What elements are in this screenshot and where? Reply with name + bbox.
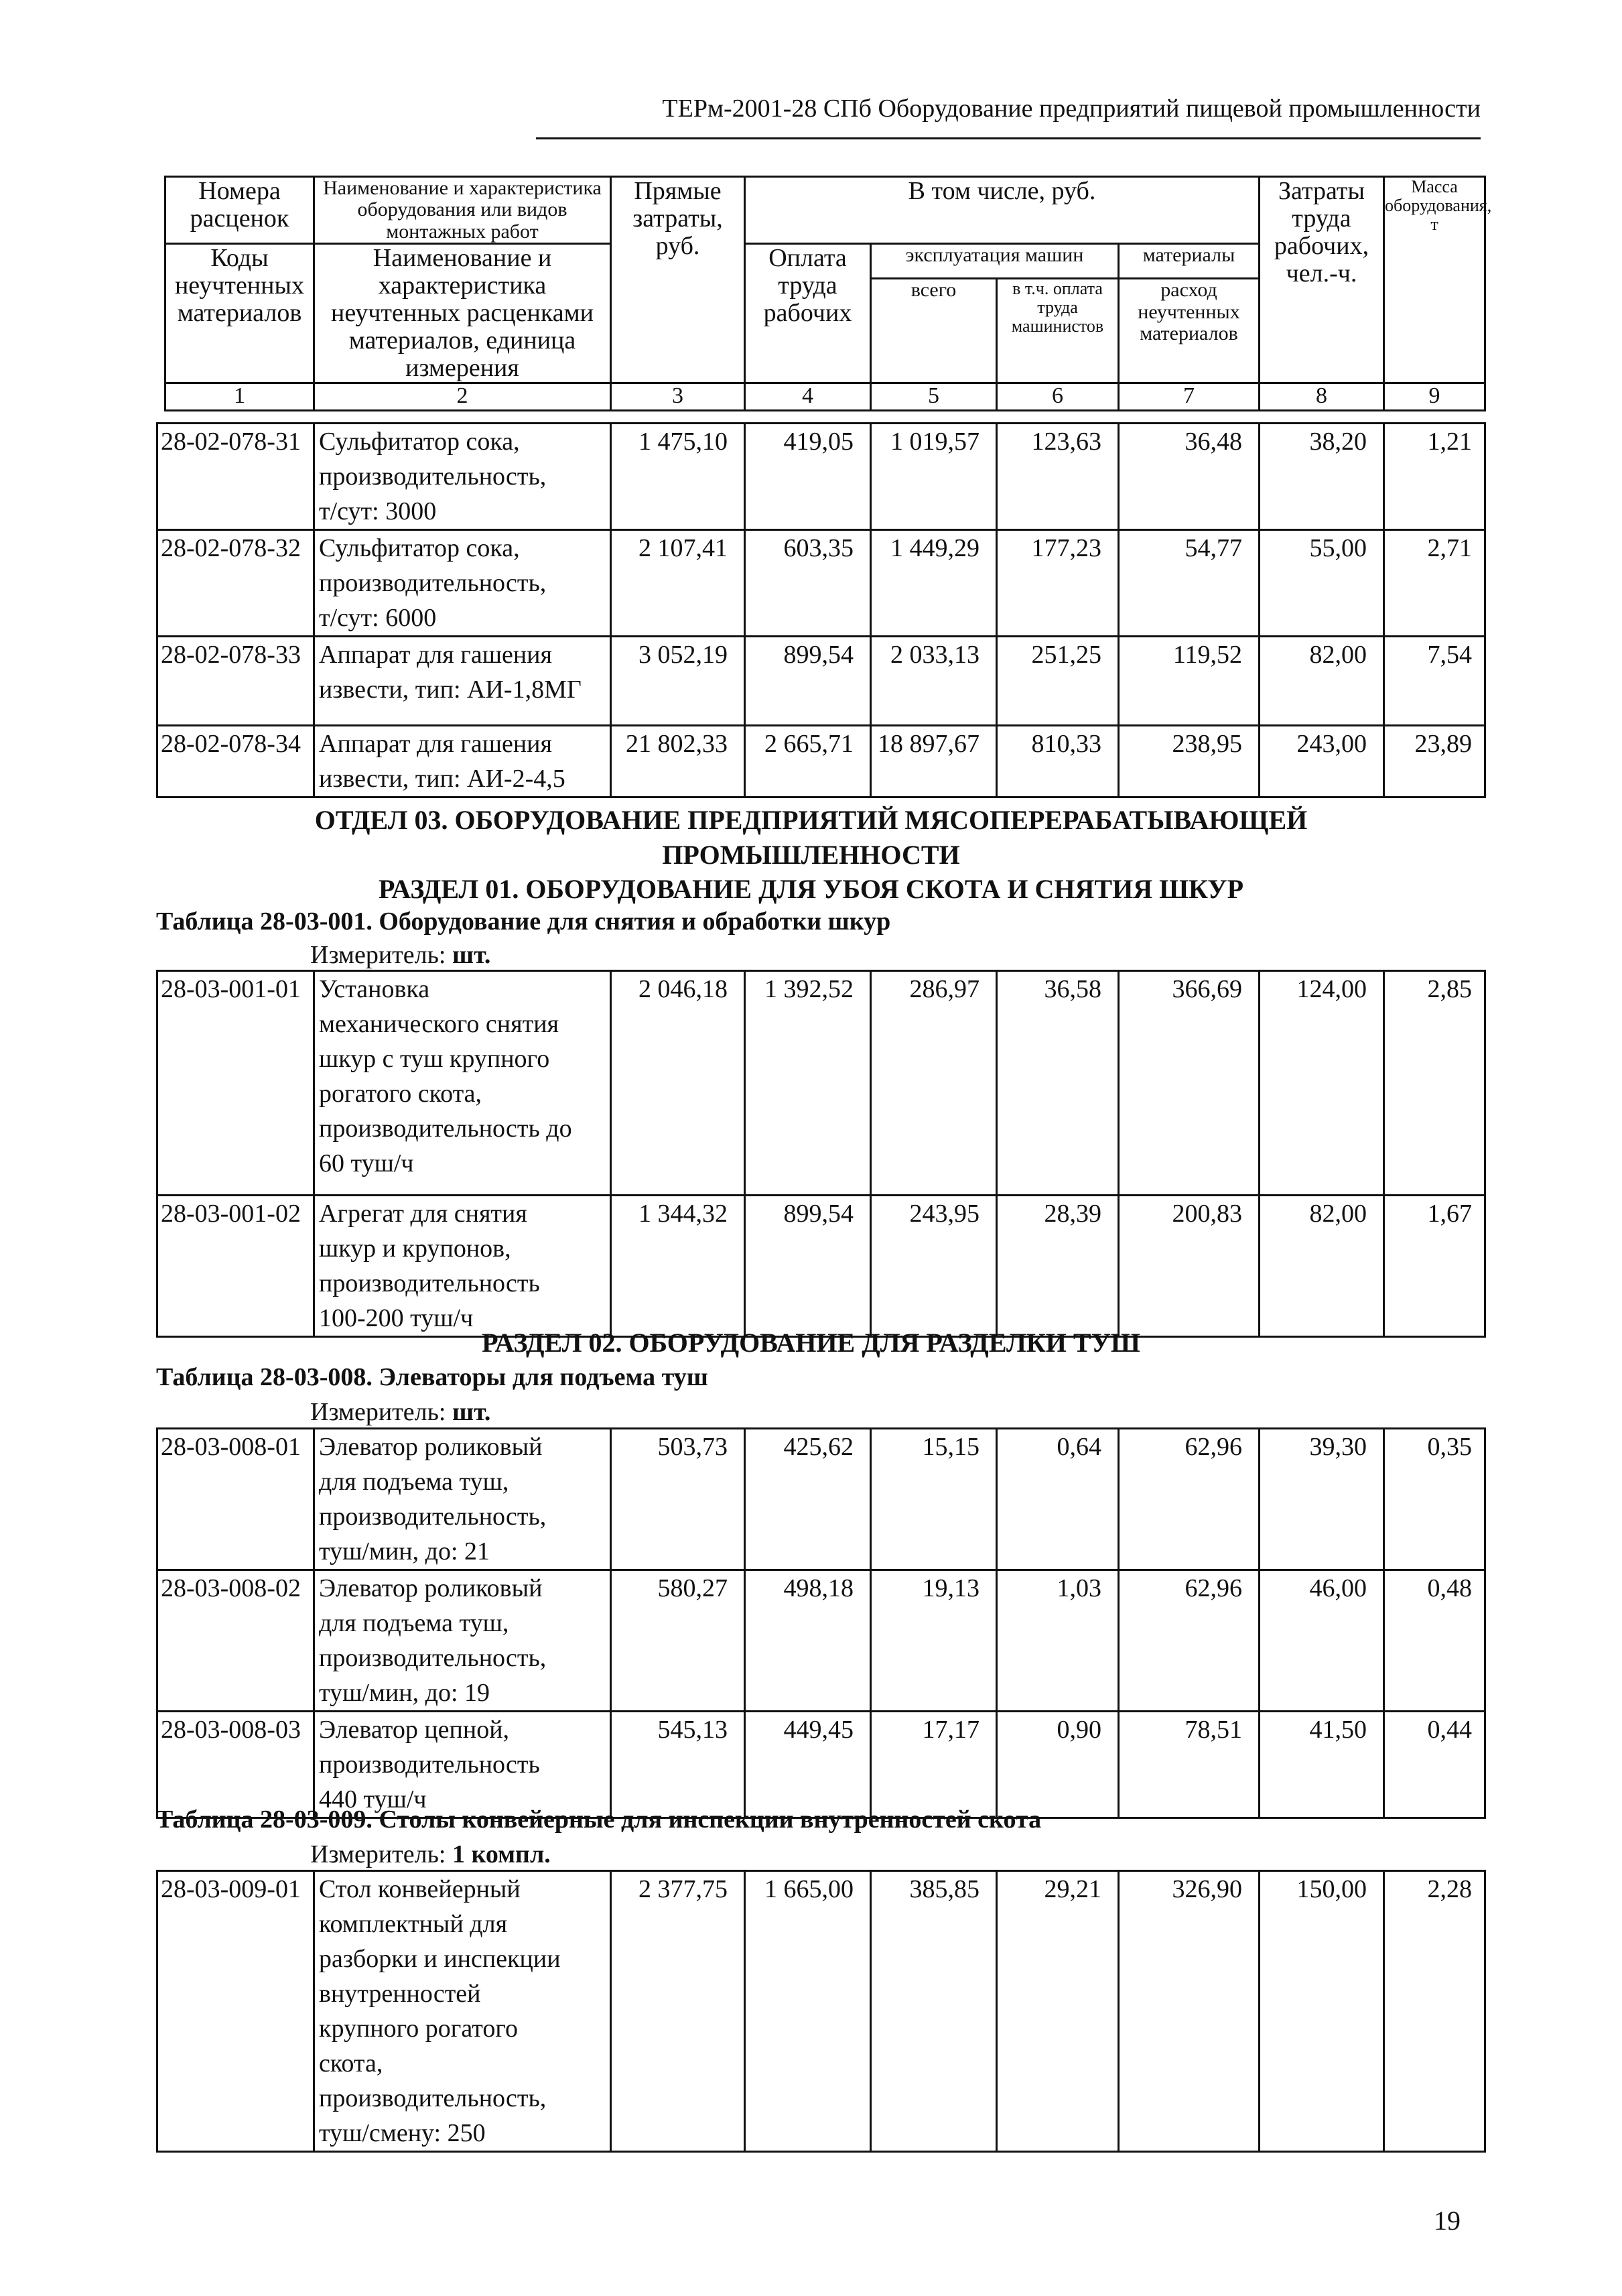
materials-costs-value: 62,96 bbox=[1119, 1570, 1260, 1712]
rate-code: 28-03-001-02 bbox=[157, 1196, 314, 1337]
labor-hours-value: 243,00 bbox=[1260, 726, 1384, 798]
header-materials: материалы bbox=[1119, 244, 1260, 279]
description-line: производительность, bbox=[319, 569, 547, 597]
machine-costs-value: 243,95 bbox=[871, 1196, 997, 1337]
table-009-title: Таблица 28-03-009. Столы конвейерные для инспекции внутренностей скота bbox=[156, 1805, 1042, 1834]
equipment-mass-value: 0,48 bbox=[1384, 1570, 1485, 1712]
table-row bbox=[157, 1712, 1485, 1818]
rate-code: 28-03-008-03 bbox=[157, 1712, 314, 1818]
operator-pay-value: 123,63 bbox=[997, 424, 1119, 530]
description-line: Сульфитатор сока, bbox=[319, 428, 520, 456]
column-header-table bbox=[164, 176, 1492, 411]
description-line: Элеватор цепной, bbox=[319, 1716, 510, 1744]
equipment-mass-value: 2,71 bbox=[1384, 530, 1485, 637]
direct-costs-value: 2 377,75 bbox=[611, 1871, 745, 2152]
labor-pay-value: 1 665,00 bbox=[745, 1871, 871, 2152]
work-description bbox=[314, 1196, 611, 1337]
column-number: 3 bbox=[611, 383, 745, 411]
rate-code: 28-02-078-31 bbox=[157, 424, 314, 530]
unit-label: Измеритель: bbox=[310, 941, 446, 969]
header-machines-total: всего bbox=[871, 279, 997, 383]
materials-costs-value: 119,52 bbox=[1119, 637, 1260, 726]
description-line: извести, тип: АИ-1,8МГ bbox=[319, 676, 582, 704]
description-line: туш/смену: 250 bbox=[319, 2119, 486, 2147]
description-line: рогатого скота, bbox=[319, 1080, 482, 1108]
direct-costs-value: 2 107,41 bbox=[611, 530, 745, 637]
table-row bbox=[157, 1570, 1485, 1712]
machine-costs-value: 19,13 bbox=[871, 1570, 997, 1712]
labor-pay-value: 899,54 bbox=[745, 637, 871, 726]
machine-costs-value: 18 897,67 bbox=[871, 726, 997, 798]
labor-hours-value: 46,00 bbox=[1260, 1570, 1384, 1712]
labor-pay-value: 419,05 bbox=[745, 424, 871, 530]
machine-costs-value: 15,15 bbox=[871, 1429, 997, 1570]
machine-costs-value: 17,17 bbox=[871, 1712, 997, 1818]
direct-costs-value: 580,27 bbox=[611, 1570, 745, 1712]
header-material-name: Наименование и характеристика неучтенных расценками материалов, единица измерения bbox=[314, 244, 611, 383]
rate-code: 28-02-078-32 bbox=[157, 530, 314, 637]
description-line: шкур с туш крупного bbox=[319, 1045, 550, 1073]
machine-costs-value: 1 019,57 bbox=[871, 424, 997, 530]
operator-pay-value: 0,90 bbox=[997, 1712, 1119, 1818]
description-line: крупного рогатого bbox=[319, 2015, 518, 2043]
razdel-02-heading: РАЗДЕЛ 02. ОБОРУДОВАНИЕ ДЛЯ РАЗДЕЛКИ ТУШ bbox=[482, 1328, 1140, 1358]
labor-hours-value: 150,00 bbox=[1260, 1871, 1384, 2152]
block1-table bbox=[156, 422, 1486, 798]
equipment-mass-value: 2,28 bbox=[1384, 1871, 1485, 2152]
labor-pay-value: 603,35 bbox=[745, 530, 871, 637]
work-description bbox=[314, 424, 611, 530]
equipment-mass-value: 7,54 bbox=[1384, 637, 1485, 726]
header-labor-pay: Оплата труда рабочих bbox=[745, 244, 871, 383]
column-number: 4 bbox=[745, 383, 871, 411]
labor-hours-value: 38,20 bbox=[1260, 424, 1384, 530]
work-description bbox=[314, 1570, 611, 1712]
header-material-codes: Коды неучтенных материалов bbox=[165, 244, 314, 383]
unit-value: шт. bbox=[452, 941, 491, 969]
operator-pay-value: 251,25 bbox=[997, 637, 1119, 726]
machine-costs-value: 1 449,29 bbox=[871, 530, 997, 637]
column-number: 8 bbox=[1260, 383, 1384, 411]
description-line: Сульфитатор сока, bbox=[319, 534, 520, 562]
table-001-title: Таблица 28-03-001. Оборудование для снятия и обработки шкур bbox=[156, 907, 891, 936]
table-009 bbox=[156, 1870, 1486, 2153]
materials-costs-value: 200,83 bbox=[1119, 1196, 1260, 1337]
column-number: 5 bbox=[871, 383, 997, 411]
labor-pay-value: 1 392,52 bbox=[745, 971, 871, 1196]
column-number: 6 bbox=[997, 383, 1119, 411]
equipment-mass-value: 1,67 bbox=[1384, 1196, 1485, 1337]
work-description bbox=[314, 726, 611, 798]
equipment-mass-value: 0,35 bbox=[1384, 1429, 1485, 1570]
operator-pay-value: 810,33 bbox=[997, 726, 1119, 798]
machine-costs-value: 286,97 bbox=[871, 971, 997, 1196]
description-line: комплектный для bbox=[319, 1910, 508, 1938]
rate-code: 28-02-078-33 bbox=[157, 637, 314, 726]
header-direct-costs: Прямые затраты, руб. bbox=[611, 177, 745, 383]
materials-costs-value: 36,48 bbox=[1119, 424, 1260, 530]
equipment-mass-value: 0,44 bbox=[1384, 1712, 1485, 1818]
description-line: скота, bbox=[319, 2049, 383, 2078]
work-description bbox=[314, 971, 611, 1196]
unit-value: шт. bbox=[452, 1398, 491, 1426]
description-line: внутренностей bbox=[319, 1980, 481, 2008]
labor-pay-value: 2 665,71 bbox=[745, 726, 871, 798]
work-description bbox=[314, 1712, 611, 1818]
header-work-name: Наименование и характеристика оборудования или видов монтажных работ bbox=[314, 177, 611, 244]
header-rate-numbers: Номера расценок bbox=[165, 177, 314, 244]
labor-pay-value: 498,18 bbox=[745, 1570, 871, 1712]
rate-code: 28-03-009-01 bbox=[157, 1871, 314, 2152]
labor-pay-value: 899,54 bbox=[745, 1196, 871, 1337]
column-number: 2 bbox=[314, 383, 611, 411]
table-row bbox=[157, 1871, 1485, 2152]
operator-pay-value: 0,64 bbox=[997, 1429, 1119, 1570]
table-row bbox=[157, 530, 1485, 637]
unit-value: 1 компл. bbox=[452, 1840, 551, 1868]
table-row bbox=[157, 1429, 1485, 1570]
table-row bbox=[157, 637, 1485, 726]
materials-costs-value: 54,77 bbox=[1119, 530, 1260, 637]
description-line: т/сут: 6000 bbox=[319, 604, 437, 632]
description-line: туш/мин, до: 21 bbox=[319, 1537, 490, 1566]
work-description bbox=[314, 1871, 611, 2152]
description-line: производительность до bbox=[319, 1114, 572, 1143]
header-operator-pay: в т.ч. оплата труда машинистов bbox=[997, 279, 1119, 383]
description-line: механического снятия bbox=[319, 1010, 559, 1038]
table-009-unit bbox=[310, 1840, 551, 1869]
table-row bbox=[157, 424, 1485, 530]
direct-costs-value: 545,13 bbox=[611, 1712, 745, 1818]
materials-costs-value: 326,90 bbox=[1119, 1871, 1260, 2152]
description-line: извести, тип: АИ-2-4,5 bbox=[319, 765, 565, 793]
column-number: 7 bbox=[1119, 383, 1260, 411]
direct-costs-value: 3 052,19 bbox=[611, 637, 745, 726]
operator-pay-value: 36,58 bbox=[997, 971, 1119, 1196]
operator-pay-value: 1,03 bbox=[997, 1570, 1119, 1712]
work-description bbox=[314, 1429, 611, 1570]
machine-costs-value: 385,85 bbox=[871, 1871, 997, 2152]
equipment-mass-value: 2,85 bbox=[1384, 971, 1485, 1196]
description-line: 440 туш/ч bbox=[319, 1785, 427, 1813]
table-001-unit bbox=[310, 940, 490, 970]
rate-code: 28-02-078-34 bbox=[157, 726, 314, 798]
description-line: производительность, bbox=[319, 1503, 547, 1531]
page-number: 19 bbox=[1434, 2206, 1461, 2236]
materials-costs-value: 366,69 bbox=[1119, 971, 1260, 1196]
materials-costs-value: 238,95 bbox=[1119, 726, 1260, 798]
labor-hours-value: 55,00 bbox=[1260, 530, 1384, 637]
description-line: Установка bbox=[319, 975, 430, 1003]
column-number: 1 bbox=[165, 383, 314, 411]
labor-pay-value: 425,62 bbox=[745, 1429, 871, 1570]
otdel-heading-line1: ОТДЕЛ 03. ОБОРУДОВАНИЕ ПРЕДПРИЯТИЙ МЯСОПЕРЕРАБАТЫВАЮЩЕЙ bbox=[314, 805, 1308, 835]
description-line: 60 туш/ч bbox=[319, 1149, 414, 1177]
description-line: Аппарат для гашения bbox=[319, 730, 552, 758]
table-008-title: Таблица 28-03-008. Элеваторы для подъема туш bbox=[156, 1363, 708, 1391]
description-line: Элеватор роликовый bbox=[319, 1574, 543, 1602]
labor-hours-value: 41,50 bbox=[1260, 1712, 1384, 1818]
unit-label: Измеритель: bbox=[310, 1840, 446, 1868]
description-line: туш/мин, до: 19 bbox=[319, 1679, 490, 1707]
header-equipment-mass: Масса оборудования, т bbox=[1384, 177, 1485, 383]
description-line: разборки и инспекции bbox=[319, 1945, 561, 1973]
equipment-mass-value: 1,21 bbox=[1384, 424, 1485, 530]
description-line: Агрегат для снятия bbox=[319, 1200, 527, 1228]
table-008 bbox=[156, 1427, 1486, 1819]
description-line: производительность bbox=[319, 1750, 540, 1779]
razdel-01-heading: РАЗДЕЛ 01. ОБОРУДОВАНИЕ ДЛЯ УБОЯ СКОТА И СНЯТИЯ ШКУР bbox=[378, 874, 1243, 904]
labor-hours-value: 39,30 bbox=[1260, 1429, 1384, 1570]
work-description bbox=[314, 637, 611, 726]
unit-label: Измеритель: bbox=[310, 1398, 446, 1426]
labor-hours-value: 82,00 bbox=[1260, 1196, 1384, 1337]
otdel-heading-line2: ПРОМЫШЛЕННОСТИ bbox=[662, 840, 960, 870]
operator-pay-value: 28,39 bbox=[997, 1196, 1119, 1337]
labor-hours-value: 82,00 bbox=[1260, 637, 1384, 726]
column-number: 9 bbox=[1384, 383, 1485, 411]
description-line: т/сут: 3000 bbox=[319, 497, 437, 525]
machine-costs-value: 2 033,13 bbox=[871, 637, 997, 726]
direct-costs-value: 503,73 bbox=[611, 1429, 745, 1570]
title-rule bbox=[536, 137, 1481, 139]
operator-pay-value: 177,23 bbox=[997, 530, 1119, 637]
description-line: производительность bbox=[319, 1269, 540, 1297]
header-including: В том числе, руб. bbox=[745, 177, 1260, 244]
header-unaccounted-materials: расход неучтенных материалов bbox=[1119, 279, 1260, 383]
description-line: шкур и крупонов, bbox=[319, 1234, 511, 1263]
table-row bbox=[157, 971, 1485, 1196]
rate-code: 28-03-008-01 bbox=[157, 1429, 314, 1570]
direct-costs-value: 21 802,33 bbox=[611, 726, 745, 798]
header-number-row bbox=[165, 383, 1485, 411]
description-line: производительность, bbox=[319, 462, 547, 491]
work-description bbox=[314, 530, 611, 637]
description-line: Аппарат для гашения bbox=[319, 641, 552, 669]
running-title: ТЕРм-2001-28 СПб Оборудование предприятий пищевой промышленности bbox=[662, 94, 1481, 123]
labor-pay-value: 449,45 bbox=[745, 1712, 871, 1818]
rate-code: 28-03-008-02 bbox=[157, 1570, 314, 1712]
materials-costs-value: 78,51 bbox=[1119, 1712, 1260, 1818]
description-line: для подъема туш, bbox=[319, 1468, 509, 1496]
header-machine-operation: эксплуатация машин bbox=[871, 244, 1119, 279]
description-line: 100-200 туш/ч bbox=[319, 1304, 474, 1332]
rate-code: 28-03-001-01 bbox=[157, 971, 314, 1196]
description-line: Элеватор роликовый bbox=[319, 1433, 543, 1461]
equipment-mass-value: 23,89 bbox=[1384, 726, 1485, 798]
description-line: производительность, bbox=[319, 1644, 547, 1672]
direct-costs-value: 2 046,18 bbox=[611, 971, 745, 1196]
operator-pay-value: 29,21 bbox=[997, 1871, 1119, 2152]
description-line: производительность, bbox=[319, 2084, 547, 2112]
description-line: для подъема туш, bbox=[319, 1609, 509, 1637]
direct-costs-value: 1 344,32 bbox=[611, 1196, 745, 1337]
table-001 bbox=[156, 970, 1486, 1338]
table-row bbox=[157, 726, 1485, 798]
direct-costs-value: 1 475,10 bbox=[611, 424, 745, 530]
header-labor-hours: Затраты труда рабочих, чел.-ч. bbox=[1260, 177, 1384, 383]
description-line: Стол конвейерный bbox=[319, 1875, 521, 1903]
table-008-unit bbox=[310, 1397, 490, 1427]
table-row bbox=[157, 1196, 1485, 1337]
labor-hours-value: 124,00 bbox=[1260, 971, 1384, 1196]
materials-costs-value: 62,96 bbox=[1119, 1429, 1260, 1570]
